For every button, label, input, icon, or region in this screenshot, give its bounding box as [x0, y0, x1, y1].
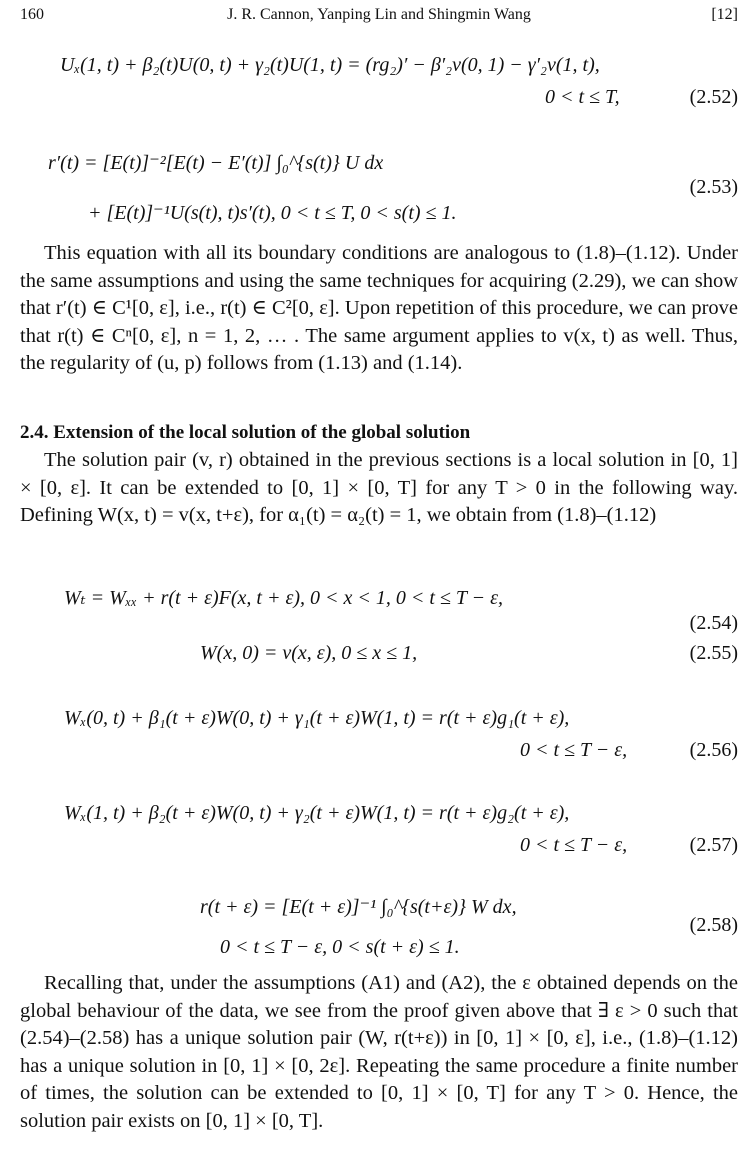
- running-title: J. R. Cannon, Yanping Lin and Shingmin Wang: [227, 6, 531, 23]
- paragraph-text: This equation with all its boundary conditions are analogous to (1.8)–(1.12). Under the same assumptions and using the same techniques for acquiring (2.29), we can show that r′(t) ∈ C¹[0, ε], i.e., r(t) ∈ C²[0, ε]. Upon repetition of this procedure, we can prove that r(t) ∈ Cⁿ[0, ε], n = 1, 2, … . The same argument applies to v(x, t) as well. Thus, the regularity of (u, p) follows from (1.13) and (1.14).: [20, 242, 738, 375]
- equation-2-56-condition: 0 < t ≤ T − ε,: [520, 739, 628, 761]
- paragraph-regularity: [20, 240, 738, 378]
- equation-2-55-line1: W(x, 0) = v(x, ε), 0 ≤ x ≤ 1,: [200, 642, 418, 664]
- equation-number-2-58: (2.58): [689, 914, 738, 936]
- equation-2-52-condition: 0 < t ≤ T,: [545, 86, 620, 108]
- equation-number-2-57: (2.57): [689, 834, 738, 856]
- equation-2-57-condition: 0 < t ≤ T − ε,: [520, 834, 628, 856]
- paragraph-conclusion: [20, 970, 738, 1136]
- equation-2-58-line2: 0 < t ≤ T − ε, 0 < s(t + ε) ≤ 1.: [220, 936, 460, 958]
- equation-2-56-line1: Wₓ(0, t) + β₁(t + ε)W(0, t) + γ₁(t + ε)W(1, t) = r(t + ε)g₁(t + ε),: [64, 707, 570, 729]
- equation-number-2-56: (2.56): [689, 739, 738, 761]
- equation-number-2-53: (2.53): [689, 176, 738, 198]
- equation-2-53-line2: + [E(t)]⁻¹U(s(t), t)s′(t), 0 < t ≤ T, 0 < s(t) ≤ 1.: [88, 202, 457, 224]
- equation-number-2-54: (2.54): [689, 612, 738, 634]
- page-number: 160: [20, 6, 44, 23]
- paragraph-extension: [20, 447, 738, 530]
- equation-2-52-line1: Uₓ(1, t) + β₂(t)U(0, t) + γ₂(t)U(1, t) = (rg₂)′ − β′₂v(0, 1) − γ′₂v(1, t),: [60, 54, 600, 76]
- equation-number-2-55: (2.55): [689, 642, 738, 664]
- equation-2-58-line1: r(t + ε) = [E(t + ε)]⁻¹ ∫₀^{s(t+ε)} W dx,: [200, 896, 517, 918]
- equation-number-2-52: (2.52): [689, 86, 738, 108]
- paragraph-text: The solution pair (v, r) obtained in the previous sections is a local solution in [0, 1] × [0, ε]. It can be extended to [0, 1] × [0, T] for any T > 0 in the following way. Defining W(x, t) = v(x, t+ε), for α₁(t) = α₂(t) = 1, we obtain from (1.8)–(1.12): [20, 449, 738, 527]
- equation-2-54-line1: Wₜ = Wₓₓ + r(t + ε)F(x, t + ε), 0 < x < 1, 0 < t ≤ T − ε,: [64, 587, 504, 609]
- paragraph-text: Recalling that, under the assumptions (A1) and (A2), the ε obtained depends on the global behaviour of the data, we see from the proof given above that ∃ ε > 0 such that (2.54)–(2.58) has a unique solution pair (W, r(t+ε)) in [0, 1] × [0, ε], i.e., (1.8)–(1.12) has a unique solution in [0, 1] × [0, 2ε]. Repeating the same procedure a finite number of times, the solution can be extended to [0, 1] × [0, T] for any T > 0. Hence, the solution pair exists on [0, 1] × [0, T].: [20, 972, 738, 1132]
- equation-2-53-line1: r′(t) = [E(t)]⁻²[E(t) − E′(t)] ∫₀^{s(t)} U dx: [48, 152, 384, 174]
- equation-2-57-line1: Wₓ(1, t) + β₂(t + ε)W(0, t) + γ₂(t + ε)W(1, t) = r(t + ε)g₂(t + ε),: [64, 802, 570, 824]
- page-header: [20, 6, 738, 28]
- article-tag: [12]: [711, 6, 738, 23]
- section-heading-2-4: 2.4. Extension of the local solution of the global solution: [20, 422, 471, 443]
